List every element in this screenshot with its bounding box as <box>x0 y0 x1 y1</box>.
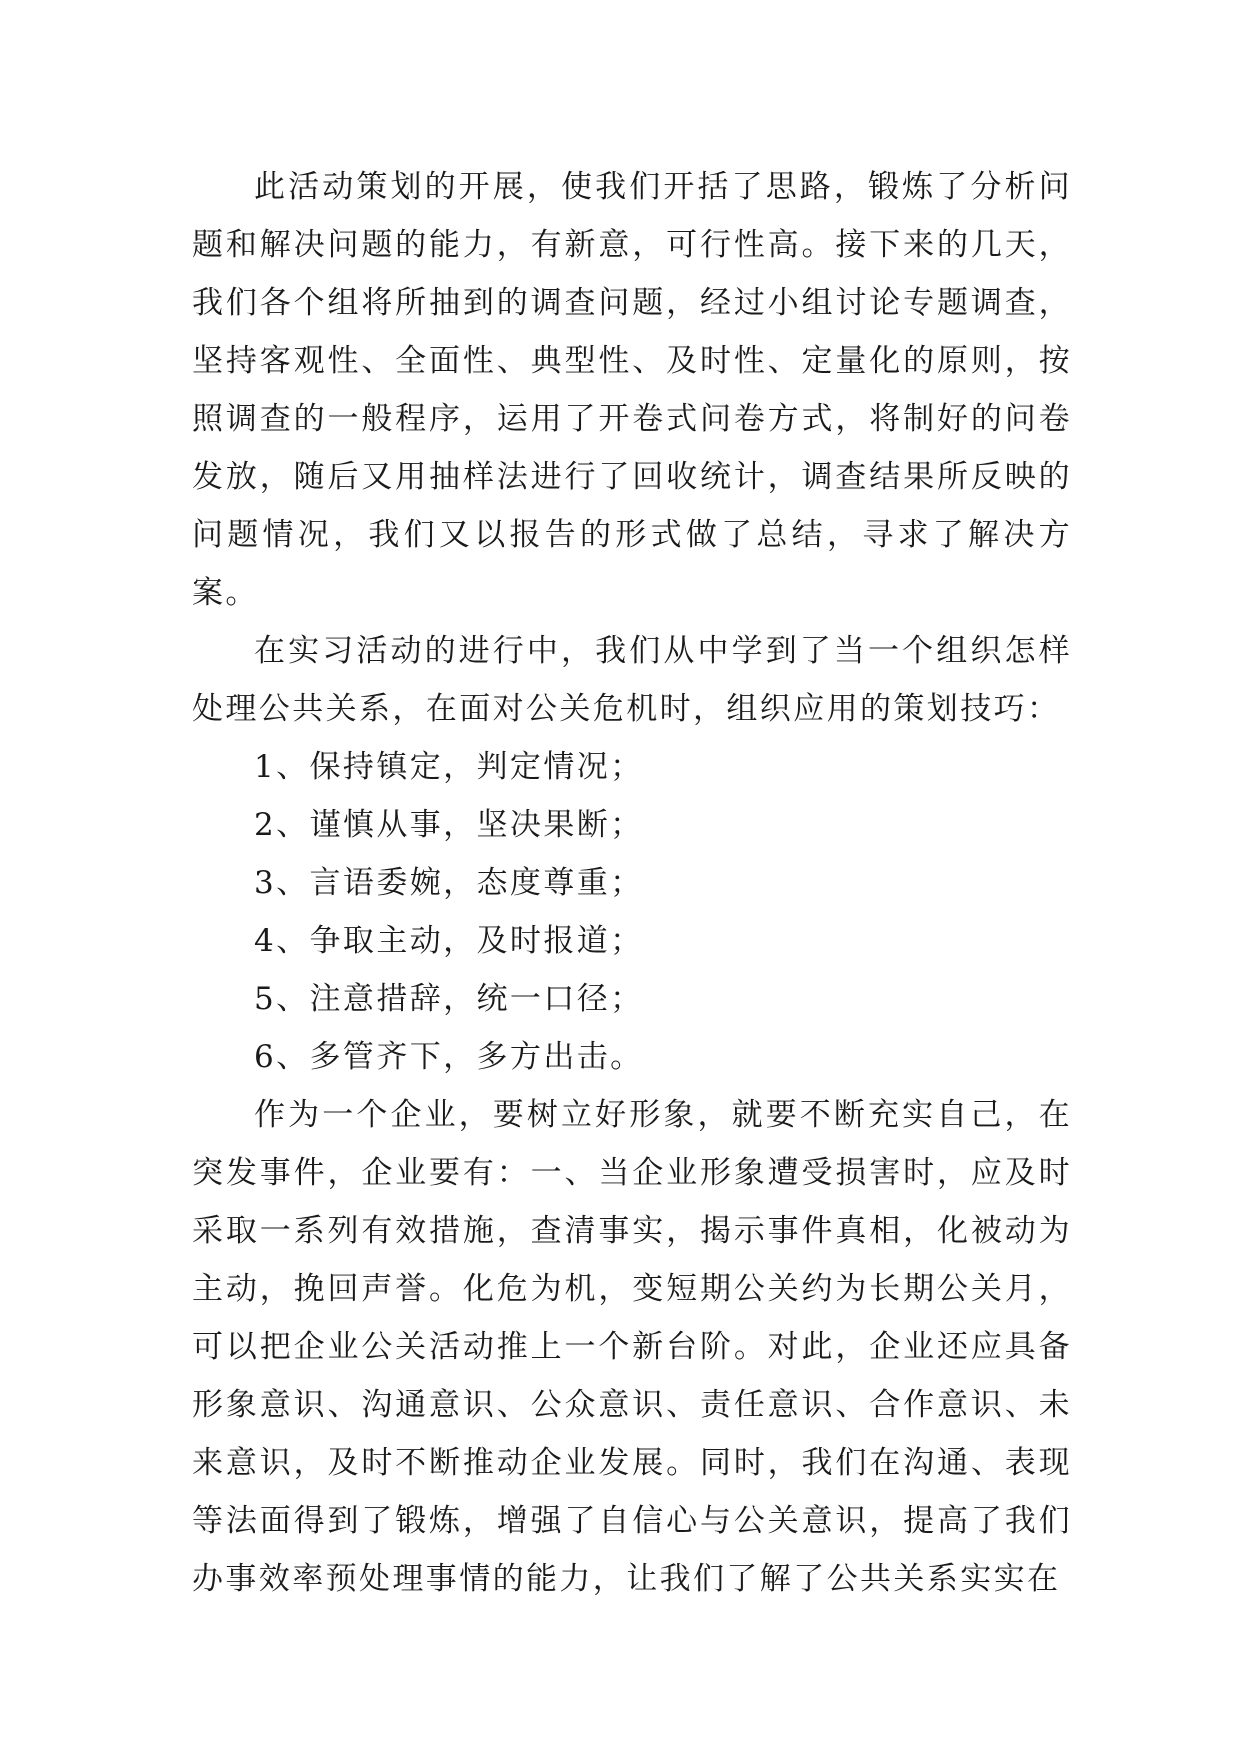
paragraph-enterprise-image: 作为一个企业，要树立好形象，就要不断充实自己，在突发事件，企业要有：一、当企业形象遭受损害时，应及时采取一系列有效措施，查清事实，揭示事件真相，化被动为主动，挽回声誉。化危为机，变短期公关约为长期公关月，可以把企业公关活动推上一个新台阶。对此，企业还应具备形象意识、沟通意识、公众意识、责任意识、合作意识、未来意识，及时不断推动企业发展。同时，我们在沟通、表现等法面得到了锻炼，增强了自信心与公关意识，提高了我们办事效率预处理事情的能力，让我们了解了公共关系实实在 <box>192 1097 1072 1597</box>
list-item: 2、谨慎从事，坚决果断； <box>254 807 644 843</box>
list-item: 4、争取主动，及时报道； <box>254 923 644 959</box>
document-body <box>192 158 1072 1608</box>
list-item: 1、保持镇定，判定情况； <box>254 749 644 785</box>
paragraph-activity-planning: 此活动策划的开展，使我们开括了思路，锻炼了分析问题和解决问题的能力，有新意，可行性高。接下来的几天，我们各个组将所抽到的调查问题，经过小组讨论专题调查，坚持客观性、全面性、典型性、及时性、定量化的原则，按照调查的一般程序，运用了开卷式问卷方式，将制好的问卷发放，随后又用抽样法进行了回收统计，调查结果所反映的问题情况，我们又以报告的形式做了总结，寻求了解决方案。 <box>192 169 1072 611</box>
list-item: 6、多管齐下，多方出击。 <box>254 1039 644 1075</box>
list-item: 5、注意措辞，统一口径； <box>254 981 644 1017</box>
paragraph-internship-lessons: 在实习活动的进行中，我们从中学到了当一个组织怎样处理公共关系，在面对公关危机时，组织应用的策划技巧： <box>192 633 1072 727</box>
list-item: 3、言语委婉，态度尊重； <box>254 865 644 901</box>
